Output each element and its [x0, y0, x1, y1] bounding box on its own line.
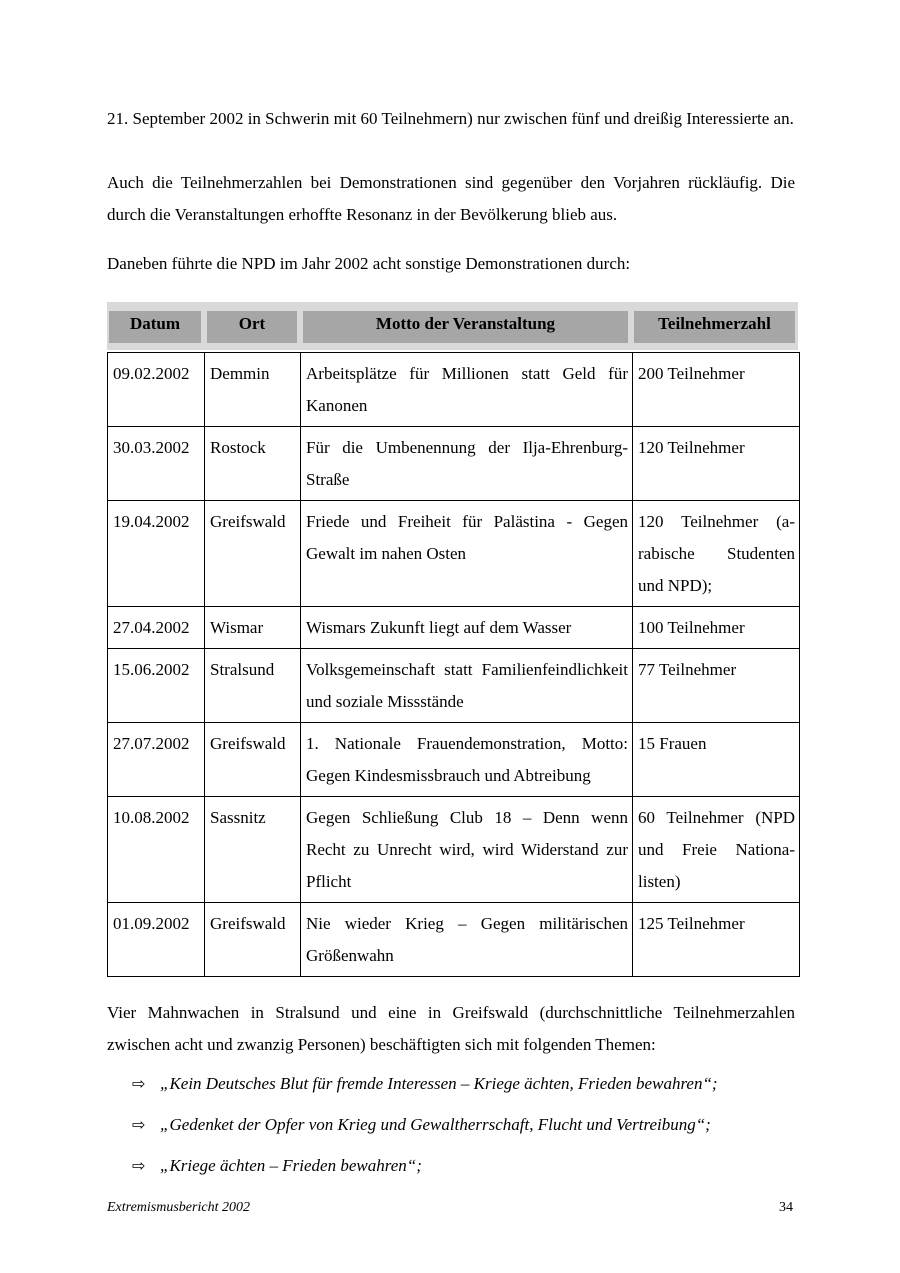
cell-ort: Stralsund	[205, 649, 301, 723]
cell-ort: Greifswald	[205, 903, 301, 977]
cell-ort: Demmin	[205, 353, 301, 427]
paragraph-participants: Auch die Teilnehmerzahlen bei Demonstrationen sind gegenüber den Vorjahren rückläufig. Die durch die Veranstaltungen erhoffte Resonanz in der Bevölkerung blieb aus.	[107, 173, 795, 224]
cell-teilnehmerzahl: 100 Teilnehmer	[633, 607, 800, 649]
cell-ort: Sassnitz	[205, 797, 301, 903]
cell-datum: 30.03.2002	[108, 427, 205, 501]
page-number: 34	[779, 1200, 793, 1215]
cell-datum: 10.08.2002	[108, 797, 205, 903]
cell-datum: 27.07.2002	[108, 723, 205, 797]
cell-ort: Greifswald	[205, 501, 301, 607]
cell-teilnehmerzahl: 125 Teilnehmer	[633, 903, 800, 977]
table-row	[108, 797, 800, 903]
arrow-right-icon: ⇨	[132, 1156, 146, 1175]
table-row	[108, 353, 800, 427]
list-item	[132, 1150, 792, 1191]
cell-datum: 19.04.2002	[108, 501, 205, 607]
cell-teilnehmerzahl: 120 Teilnehmer	[633, 427, 800, 501]
paragraph-vigils: Vier Mahnwachen in Stralsund und eine in Greifswald (durchschnittliche Teilnehmerzahlen zwischen acht und zwanzig Personen) beschäftigten sich mit folgenden Themen:	[107, 1003, 795, 1054]
cell-motto: Friede und Freiheit für Palästina - Gegen Gewalt im nahen Osten	[301, 501, 633, 607]
cell-motto: Volksgemeinschaft statt Familienfeindlichkeit und soziale Missstände	[301, 649, 633, 723]
list-item	[132, 1068, 792, 1109]
arrow-right-icon: ⇨	[132, 1115, 146, 1134]
cell-motto: Nie wieder Krieg – Gegen militärischen Größenwahn	[301, 903, 633, 977]
table-header	[107, 302, 798, 350]
table-row	[108, 501, 800, 607]
table-row	[108, 649, 800, 723]
table-row	[108, 903, 800, 977]
demonstrations-table	[107, 352, 800, 977]
theme-text: „Gedenket der Opfer von Krieg und Gewaltherrschaft, Flucht und Vertreibung“;	[160, 1115, 711, 1134]
table-row	[108, 427, 800, 501]
footer-title: Extremismusbericht 2002	[107, 1200, 250, 1215]
cell-datum: 27.04.2002	[108, 607, 205, 649]
cell-motto: 1. Nationale Frauendemonstration, Motto: Gegen Kindesmissbrauch und Abtreibung	[301, 723, 633, 797]
cell-ort: Greifswald	[205, 723, 301, 797]
list-item	[132, 1109, 792, 1150]
column-header-teilnehmerzahl: Teilnehmerzahl	[634, 311, 795, 343]
cell-teilnehmerzahl: 15 Frauen	[633, 723, 800, 797]
cell-motto: Gegen Schließung Club 18 – Denn wenn Recht zu Unrecht wird, wird Widerstand zur Pflicht	[301, 797, 633, 903]
column-header-motto: Motto der Veranstaltung	[303, 311, 628, 343]
paragraph-intro: 21. September 2002 in Schwerin mit 60 Teilnehmern) nur zwischen fünf und dreißig Interessierte an.	[107, 109, 794, 128]
theme-text: „Kein Deutsches Blut für fremde Interessen – Kriege ächten, Frieden bewahren“;	[160, 1074, 718, 1093]
themes-list	[132, 1068, 792, 1191]
table-body	[108, 353, 800, 977]
column-header-ort: Ort	[207, 311, 297, 343]
table-row	[108, 723, 800, 797]
table-row	[108, 607, 800, 649]
cell-motto: Arbeitsplätze für Millionen statt Geld für Kanonen	[301, 353, 633, 427]
cell-ort: Rostock	[205, 427, 301, 501]
cell-motto: Für die Umbenennung der Ilja-Ehrenburg-Straße	[301, 427, 633, 501]
cell-datum: 09.02.2002	[108, 353, 205, 427]
cell-motto: Wismars Zukunft liegt auf dem Wasser	[301, 607, 633, 649]
paragraph-table-intro: Daneben führte die NPD im Jahr 2002 acht sonstige Demonstrationen durch:	[107, 254, 631, 273]
cell-ort: Wismar	[205, 607, 301, 649]
cell-teilnehmerzahl: 60 Teilnehmer (NPD und Freie Nationalisten)	[633, 797, 800, 903]
column-header-datum: Datum	[109, 311, 201, 343]
arrow-right-icon: ⇨	[132, 1074, 146, 1093]
cell-teilnehmerzahl: 200 Teilnehmer	[633, 353, 800, 427]
theme-text: „Kriege ächten – Frieden bewahren“;	[160, 1156, 422, 1175]
cell-datum: 15.06.2002	[108, 649, 205, 723]
cell-teilnehmerzahl: 120 Teilnehmer (arabische Studenten und NPD);	[633, 501, 800, 607]
cell-datum: 01.09.2002	[108, 903, 205, 977]
cell-teilnehmerzahl: 77 Teilnehmer	[633, 649, 800, 723]
